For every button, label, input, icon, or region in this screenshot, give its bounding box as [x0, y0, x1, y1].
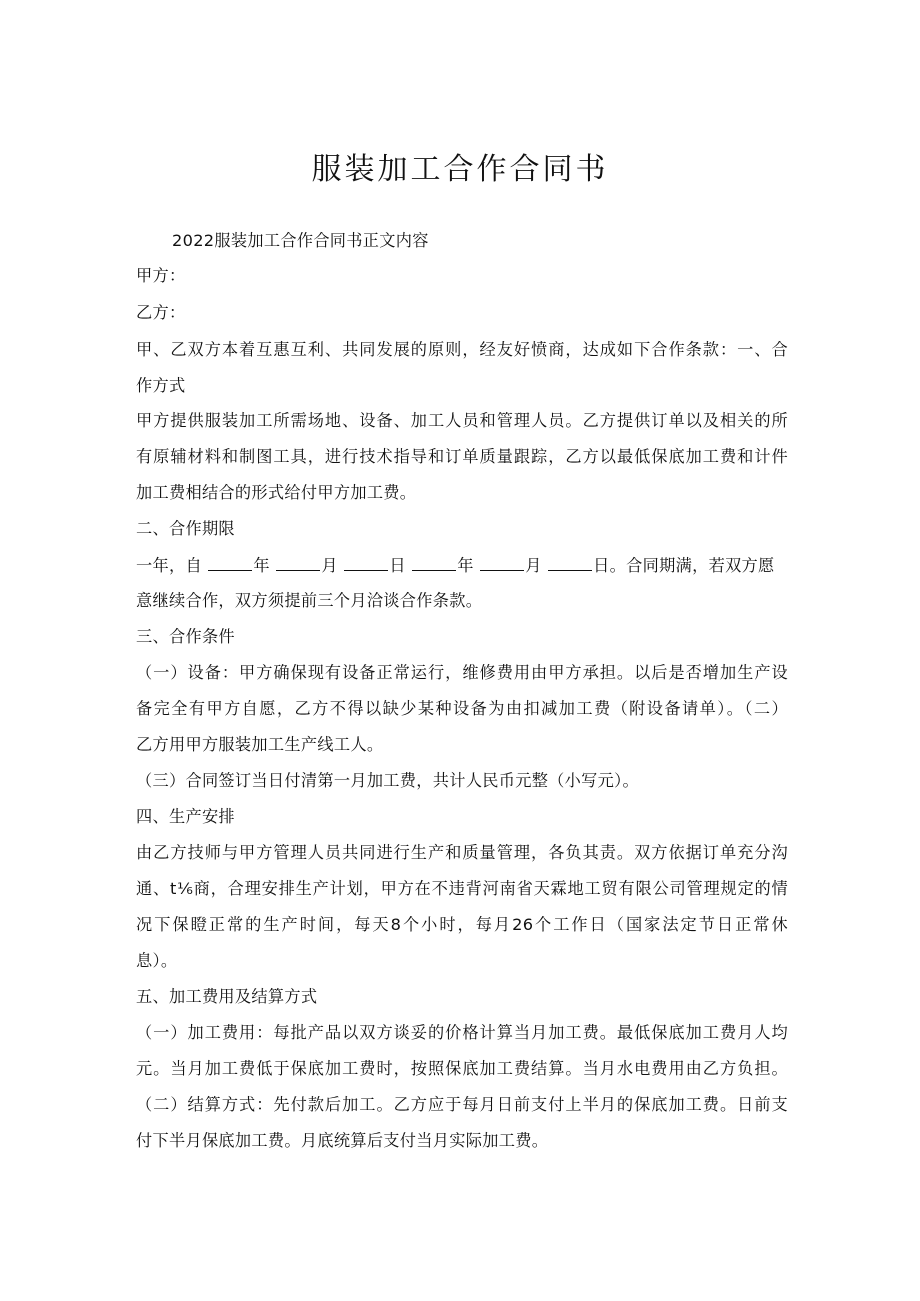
section4-body-line: 由乙方技师与甲方管理人员共同进行生产和质量管理，各负其责。双方依据订单充分沟: [136, 843, 788, 862]
section5-body-line: 元。当月加工费低于保底加工费时，按照保底加工费结算。当月水电费用由乙方负担。: [136, 1059, 788, 1078]
section1-body-line: 甲方提供服装加工所需场地、设备、加工人员和管理人员。乙方提供订单以及相关的所: [136, 411, 788, 430]
section4-body-line: 息）。: [136, 951, 178, 970]
section4-body-line: 通、t⅙商，合理安排生产计划，甲方在不违背河南省天霖地工贸有限公司管理规定的情: [136, 879, 788, 898]
section4-heading: 四、生产安排: [136, 807, 235, 826]
day-label: 日: [389, 556, 406, 575]
section5-body-line: （一）加工费用：每批产品以双方谈妥的价格计算当月加工费。最低保底加工费月人均: [136, 1023, 788, 1042]
end-day-blank: [548, 554, 592, 571]
period-suffix: 日。合同期满，若双方愿: [593, 556, 775, 575]
section1-body-line: 有原辅材料和制图工具，进行技术指导和订单质量跟踪，乙方以最低保底加工费和计件: [136, 447, 788, 466]
end-year-blank: [412, 554, 456, 571]
intro-line: 甲、乙双方本着互惠互利、共同发展的原则，经友好愤商，达成如下合作条款：一、合: [136, 340, 788, 359]
start-month-blank: [276, 554, 320, 571]
period-prefix: 一年，自: [136, 556, 202, 575]
section5-body-line: （二）结算方式：先付款后加工。乙方应于每月日前支付上半月的保底加工费。日前支: [136, 1095, 788, 1114]
section3-body-line: （三）合同签订当日付清第一月加工费，共计人民币元整（小写元）。: [136, 771, 640, 790]
section3-body-line: 备完全有甲方自愿，乙方不得以缺少某种设备为由扣减加工费（附设备请单）。（二）: [136, 699, 788, 718]
section2-heading: 二、合作期限: [136, 519, 235, 538]
party-b-label: 乙方：: [136, 303, 186, 322]
contract-period-line: [136, 554, 775, 577]
section5-heading: 五、加工费用及结算方式: [136, 987, 318, 1006]
section2-body-line: 意继续合作，双方须提前三个月洽谈合作条款。: [136, 591, 483, 610]
section3-body-line: （一）设备：甲方确保现有设备正常运行，维修费用由甲方承担。以后是否增加生产设: [136, 663, 788, 682]
start-year-blank: [208, 554, 252, 571]
section4-body-line: 况下保瞪正常的生产时间，每天8个小时，每月26个工作日（国家法定节日正常休: [136, 915, 788, 934]
section3-heading: 三、合作条件: [136, 627, 235, 646]
start-day-blank: [344, 554, 388, 571]
year-label: 年: [457, 556, 474, 575]
section5-body-line: 付下半月保底加工费。月底统算后支付当月实际加工费。: [136, 1131, 549, 1150]
section3-body-line: 乙方用甲方服装加工生产线工人。: [136, 735, 384, 754]
section1-body-line: 加工费相结合的形式给付甲方加工费。: [136, 483, 417, 502]
year-label: 年: [253, 556, 270, 575]
subtitle: 2022服装加工合作合同书正文内容: [172, 231, 429, 250]
month-label: 月: [525, 556, 542, 575]
document-title: 服装加工合作合同书: [311, 152, 609, 187]
end-month-blank: [480, 554, 524, 571]
month-label: 月: [321, 556, 338, 575]
intro-line: 作方式: [136, 376, 186, 395]
party-a-label: 甲方：: [136, 266, 186, 285]
